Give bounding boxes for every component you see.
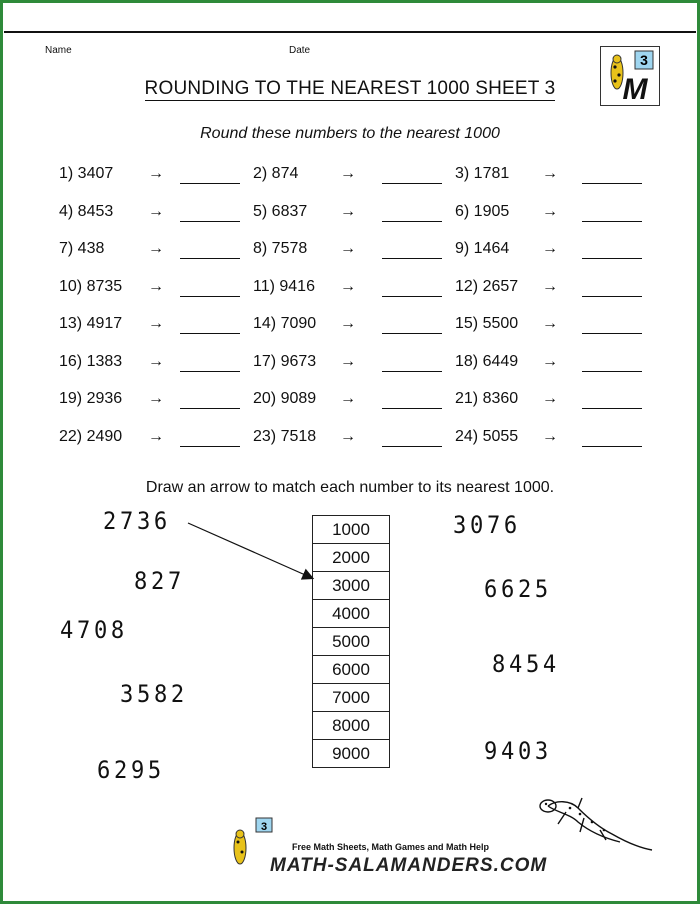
left-number: 2736 [103,507,171,535]
question-label: 1) 3407 [59,165,114,182]
arrow-right-icon: → [148,315,164,332]
name-label: Name [45,45,72,56]
question-label: 17) 9673 [253,352,317,370]
arrow-right-icon: → [542,352,558,370]
arrow-right-icon: → [542,277,558,295]
question-label: 14) 7090 [253,315,317,332]
arrow-right-icon: → [148,277,164,295]
arrow-right-icon: → [340,315,356,332]
question-label: 5) 6837 [253,202,308,220]
arrow-right-icon: → [340,277,356,295]
arrow-right-icon: → [542,315,558,332]
question-label: 6) 1905 [455,202,510,220]
question-label: 15) 5500 [455,315,519,332]
table-cell: 1000 [313,516,389,544]
arrow-right-icon: → [148,202,164,220]
right-number: 3076 [453,511,521,539]
question-label: 3) 1781 [455,165,510,182]
table-cell: 2000 [313,544,389,572]
arrow-right-icon: → [340,352,356,370]
table-cell: 7000 [313,684,389,712]
question-label: 4) 8453 [59,202,114,220]
question-label: 13) 4917 [59,315,123,332]
arrow-right-icon: → [340,202,356,220]
arrow-right-icon: → [148,165,164,182]
arrow-right-icon: → [340,390,356,407]
table-cell: 3000 [313,572,389,600]
arrow-right-icon: → [542,165,558,182]
question-label: 10) 8735 [59,277,123,295]
section1-subtitle: Round these numbers to the nearest 1000 [200,125,500,142]
question-label: 9) 1464 [455,240,510,257]
question-label: 23) 7518 [253,427,317,445]
left-number: 4708 [60,616,128,644]
footer-logo-number: 3 [260,821,268,833]
arrow-right-icon: → [542,202,558,220]
table-cell: 8000 [313,712,389,740]
footer-tagline: Free Math Sheets, Math Games and Math Help [292,842,490,852]
section2-instruction: Draw an arrow to match each number to its nearest 1000. [145,479,555,496]
left-number: 827 [134,567,185,595]
page-title-text: ROUNDING TO THE NEAREST 1000 SHEET 3 [144,78,556,99]
question-label: 19) 2936 [59,390,123,407]
date-label: Date [289,45,311,56]
left-number: 3582 [120,680,188,708]
question-label: 8) 7578 [253,240,308,257]
right-number: 8454 [492,650,560,678]
logo-letter: M [622,73,648,105]
arrow-right-icon: → [542,390,558,407]
table-cell: 4000 [313,600,389,628]
arrow-right-icon: → [542,427,558,445]
arrow-right-icon: → [148,427,164,445]
question-label: 2) 874 [253,165,299,182]
table-cell: 6000 [313,656,389,684]
right-number: 6625 [484,575,552,603]
right-number: 9403 [484,737,552,765]
question-label: 16) 1383 [59,352,123,370]
question-label: 7) 438 [59,240,105,257]
question-label: 22) 2490 [59,427,123,445]
table-cell: 9000 [332,744,370,763]
arrow-right-icon: → [148,240,164,257]
question-label: 18) 6449 [455,352,519,370]
arrow-right-icon: → [148,390,164,407]
question-label: 12) 2657 [455,277,519,295]
arrow-right-icon: → [340,240,356,257]
arrow-right-icon: → [148,352,164,370]
question-label: 11) 9416 [253,277,315,295]
question-label: 21) 8360 [455,390,519,407]
arrow-right-icon: → [542,240,558,257]
question-label: 24) 5055 [455,427,519,445]
left-number: 6295 [97,756,165,784]
table-cell: 5000 [313,628,389,656]
arrow-right-icon: → [340,427,356,445]
logo-number: 3 [640,52,648,68]
footer-site-link[interactable]: MATH-SALAMANDERS.COM [270,855,548,876]
question-label: 20) 9089 [253,390,317,407]
arrow-right-icon: → [340,165,356,182]
